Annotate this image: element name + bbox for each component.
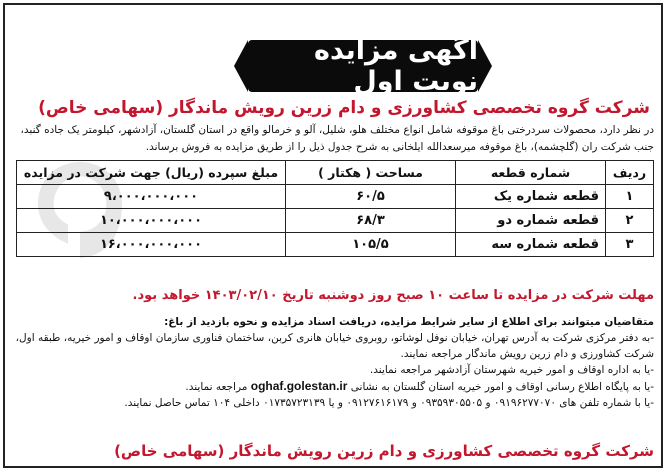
cell-lot: قطعه شماره دو [456,209,606,233]
company-name: شرکت گروه تخصصی کشاورزی و دام زرین رویش ماندگار (سهامی خاص) [38,98,650,118]
table-header-row [17,161,654,185]
cell-lot: قطعه شماره سه [456,233,606,257]
requests-item-azadshahr: -یا به اداره اوقاف و امور خیریه شهرستان آزادشهر مراجعه نمایند. [369,364,654,376]
notice-title-banner [248,35,478,97]
table-row [17,185,654,209]
intro-paragraph: در نظر دارد، محصولات سردرختی باغ موقوفه شامل انواع مختلف هلو، شلیل، آلو و خرمالو واقع در استان گلستان، آزادشهر، کیلومتر یک جاده گنبد، جنب شرکت ران (گلچشمه)، باغ موقوفه میرسعدالله ایلخانی به شرح جدول ذیل را از طریق مزایده به فروش برساند. [20,124,654,153]
cell-row-number: ۳ [606,233,654,257]
header-lot-number: شماره قطعه [456,161,606,185]
requests-lead: متقاضیان میتوانند برای اطلاع از سایر شرایط مزایده، دریافت اسناد مزایده و نحوه بازدید از باغ: [164,316,654,328]
cell-row-number: ۲ [606,209,654,233]
header-area: مساحت ( هکتار ) [286,161,456,185]
requests-item-website [14,378,654,395]
deadline-text: مهلت شرکت در مزایده تا ساعت ۱۰ صبح روز دوشنبه تاریخ ۱۴۰۳/۰۲/۱۰ خواهد بود. [132,288,654,303]
cell-deposit: ۱۶،۰۰۰،۰۰۰،۰۰۰ [17,233,286,257]
table-row [17,209,654,233]
website-post: مراجعه نمایند. [185,381,248,393]
requests-item-office: -به دفتر مرکزی شرکت به آدرس تهران، خیابان نوفل لوشاتو، روبروی خیابان هانری کربن، ساختمان فناوری سازمان اوقاف و امور خیریه، طبقه اول، شرکت کشاورزی و دام زرین رویش ماندگار مراجعه نمایند. [15,332,654,360]
requests-item-phones: -یا با شماره تلفن های ۰۹۱۹۶۲۷۷۰۷۰ و ۰۹۳۵۹۳۰۵۵۰۵ و ۰۹۱۲۷۶۱۶۱۷۹ و یا ۰۱۷۳۵۷۲۳۱۳۹ داخلی ۱۰۴ تماس حاصل نمایند. [124,397,654,409]
requests-section [14,314,654,411]
table-row [17,233,654,257]
header-deposit: مبلغ سپرده (ریال) جهت شرکت در مزایده [17,161,286,185]
website-link[interactable]: oghaf.golestan.ir [250,379,348,393]
header-row-number: ردیف [606,161,654,185]
cell-lot: قطعه شماره یک [456,185,606,209]
cell-area: ۱۰۵/۵ [286,233,456,257]
cell-deposit: ۱۰،۰۰۰،۰۰۰،۰۰۰ [17,209,286,233]
website-pre: -یا به پایگاه اطلاع رسانی اوقاف و امور خیریه استان گلستان به نشانی [350,381,654,393]
cell-row-number: ۱ [606,185,654,209]
cell-deposit: ۹،۰۰۰،۰۰۰،۰۰۰ [17,185,286,209]
cell-area: ۶۰/۵ [286,185,456,209]
lots-table [16,160,654,257]
cell-area: ۶۸/۳ [286,209,456,233]
notice-title: آگهی مزایده نوبت اول [314,35,478,97]
footer-company-name: شرکت گروه تخصصی کشاورزی و دام زرین رویش ماندگار (سهامی خاص) [114,442,654,460]
